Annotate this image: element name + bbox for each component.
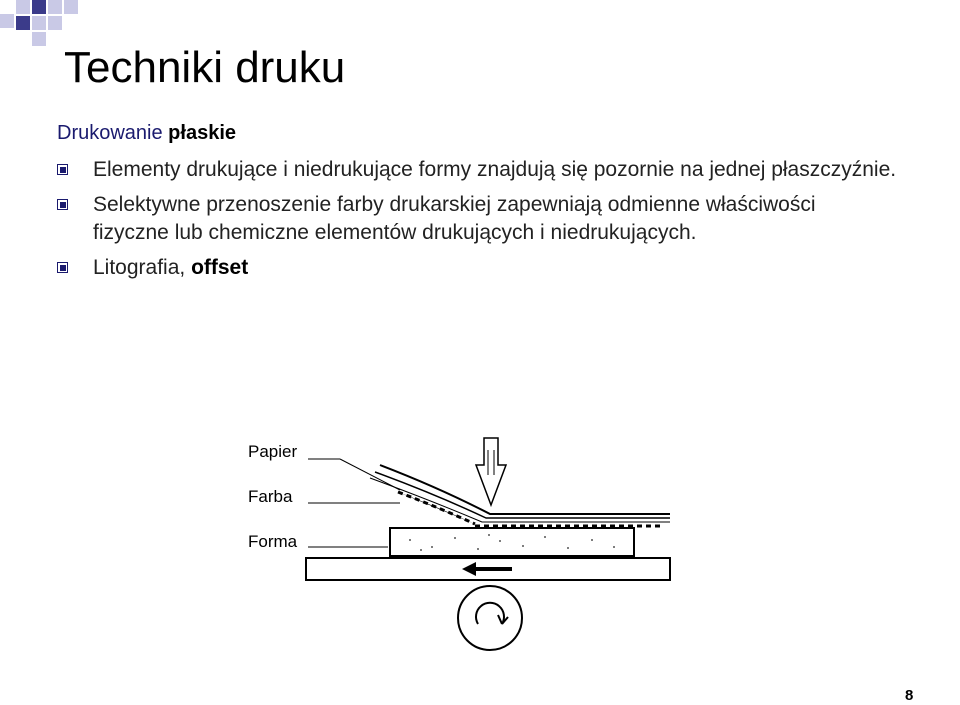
subtitle-prefix: Drukowanie [57,122,169,144]
label-ink: Farba [248,487,293,506]
section-subtitle [57,122,236,145]
square-bullet-icon [57,262,68,273]
bullet-list [57,156,897,289]
slide-title: Techniki druku [64,43,346,92]
leader-lines [308,459,400,547]
bullet-item [57,156,897,184]
bullet-text: Selektywne przenoszenie farby drukarskiej zapewniają odmienne właściwości fizyczne lub chemiczne elementów drukujących i niedrukujących. [93,193,816,244]
square-bullet-icon [57,164,68,175]
subtitle-bold: płaskie [168,122,236,144]
pressure-arrow-icon [476,438,506,505]
bullet-text-bold: offset [191,256,249,279]
bullet-text: Elementy drukujące i niedrukujące formy znajdują się pozornie na jednej płaszczyźnie. [93,158,897,181]
impression-cylinder [458,586,522,650]
bullet-item [57,254,897,282]
square-bullet-icon [57,199,68,210]
bullet-text-prefix: Litografia, [93,256,192,279]
bullet-item [57,191,897,247]
offset-printing-diagram [240,410,700,670]
printing-form [390,528,634,556]
label-form: Forma [248,532,298,551]
paper-sheet [370,465,670,522]
page-number: 8 [905,687,914,704]
label-paper: Papier [248,442,298,461]
